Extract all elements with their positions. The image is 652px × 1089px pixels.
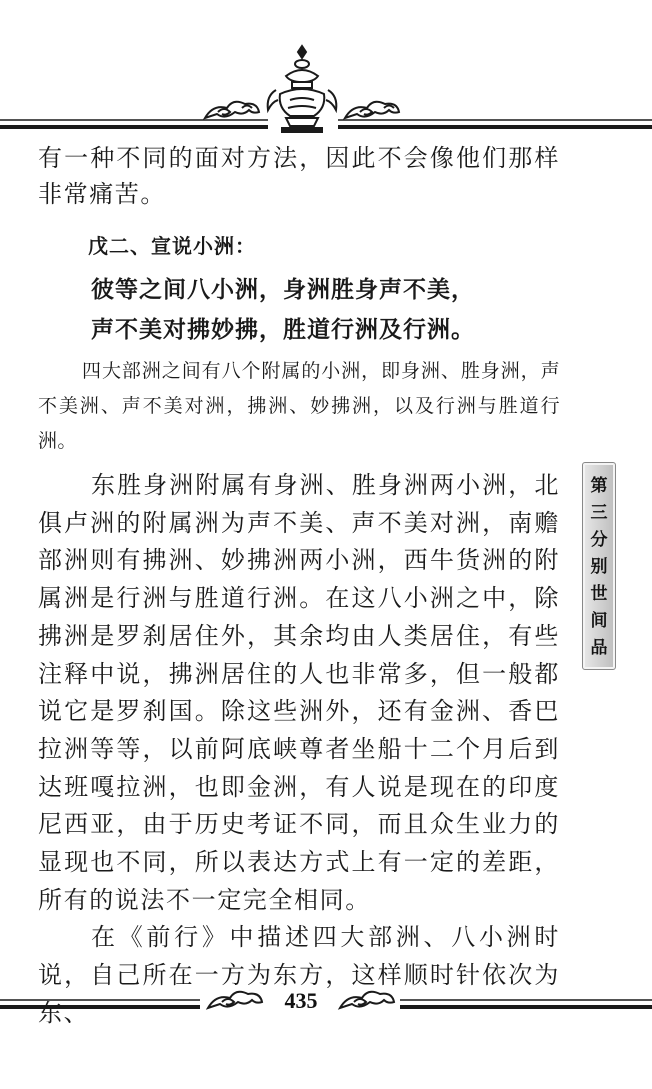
continued-paragraph: 有一种不同的面对方法，因此不会像他们那样非常痛苦。: [38, 144, 560, 208]
chapter-side-tab-label: 第三分别世间品: [590, 476, 608, 658]
footer-ornament: [0, 982, 652, 1022]
page-content: [38, 140, 560, 1033]
page-number: 435: [284, 988, 318, 1013]
commentary-paragraph: 四大部洲之间有八个附属的小洲，即身洲、胜身洲，声不美洲、声不美对洲，拂洲、妙拂洲，以及行洲与胜道行洲。: [38, 360, 560, 452]
body-paragraph: 东胜身洲附属有身洲、胜身洲两小洲，北俱卢洲的附属洲为声不美、声不美对洲，南赡部洲则有拂洲、妙拂洲两小洲，西牛货洲的附属洲是行洲与胜道行洲。在这八小洲之中，除拂洲是罗刹居住外，其余均由人类居住，有些注释中说，拂洲居住的人也非常多，但一般都说它是罗刹国。除这些洲外，还有金洲、香巴拉洲等等，以前阿底峡尊者坐船十二个月后到达班嘎拉洲，也即金洲，有人说是现在的印度尼西亚，由于历史考证不同，而且众生业力的显现也不同，所以表达方式上有一定的差距，所有的说法不一定完全相同。: [38, 471, 560, 914]
body-paragraph: 在《前行》中描述四大部洲、八小洲时说，自己所在一方为东方，这样顺时针依次为东、: [38, 923, 560, 1027]
verse-block: [91, 270, 560, 350]
header-rule: [0, 120, 652, 127]
header-ornament: [0, 0, 652, 140]
chapter-side-tab: [582, 462, 616, 670]
treasure-vase-icon: [268, 46, 337, 132]
verse-line: 声不美对拂妙拂，胜道行洲及行洲。: [91, 317, 475, 343]
section-heading: 戊二、宣说小洲：: [88, 234, 256, 258]
verse-line: 彼等之间八小洲，身洲胜身声不美，: [91, 277, 475, 303]
